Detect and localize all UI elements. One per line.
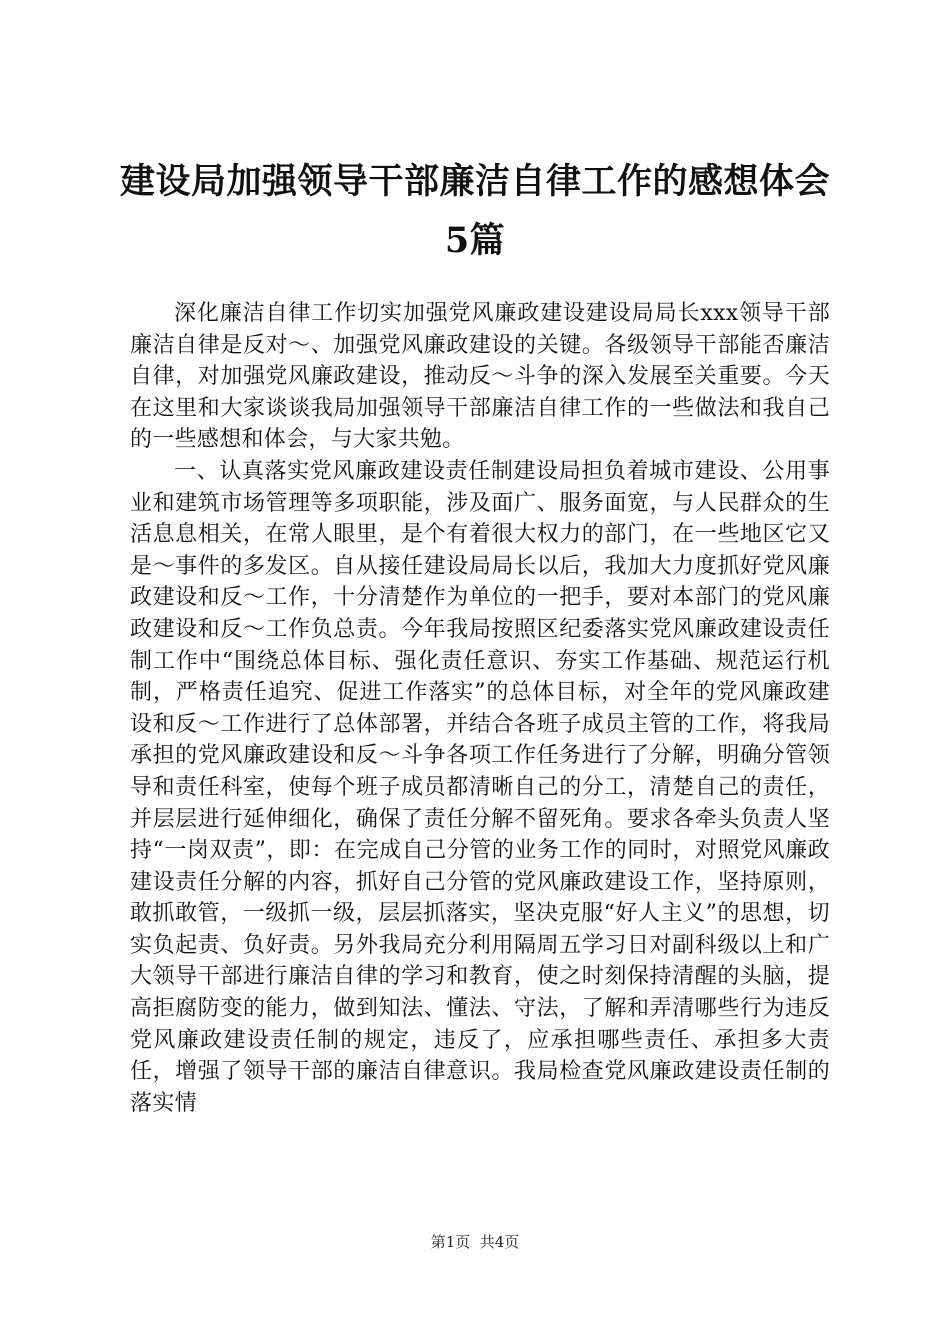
document-body bbox=[130, 298, 830, 1119]
document-title-line-1: 建设局加强领导干部廉洁自律工作的感想体会 bbox=[119, 161, 830, 202]
paragraph-intro: 深化廉洁自律工作切实加强党风廉政建设建设局局长xxx领导干部廉洁自律是反对～、加强党风廉政建设的关键。各级领导干部能否廉洁自律，对加强党风廉政建设，推动反～斗争的深入发展至关重要。今天在这里和大家谈谈我局加强领导干部廉洁自律工作的一些做法和我自己的一些感想和体会，与大家共勉。 bbox=[130, 301, 830, 453]
paragraph-section-1: 一、认真落实党风廉政建设责任制建设局担负着城市建设、公用事业和建筑市场管理等多项职能，涉及面广、服务面宽，与人民群众的生活息息相关，在常人眼里，是个有着很大权力的部门，在一些地区它又是～事件的多发区。自从接任建设局局长以后，我加大力度抓好党风廉政建设和反～工作，十分清楚作为单位的一把手，要对本部门的党风廉政建设和反～工作负总责。今年我局按照区纪委落实党风廉政建设责任制工作中“围绕总体目标、强化责任意识、夯实工作基础、规范运行机制，严格责任追究、促进工作落实”的总体目标，对全年的党风廉政建设和反～工作进行了总体部署，并结合各班子成员主管的工作，将我局承担的党风廉政建设和反～斗争各项工作任务进行了分解，明确分管领导和责任科室，使每个班子成员都清晰自己的分工，清楚自己的责任，并层层进行延伸细化，确保了责任分解不留死角。要求各牵头负责人坚持“一岗双责”，即：在完成自己分管的业务工作的同时，对照党风廉政建设责任分解的内容，抓好自己分管的党风廉政建设工作，坚持原则，敢抓敢管，一级抓一级，层层抓落实，坚决克服“好人主义”的思想，切实负起责、负好责。另外我局充分利用隔周五学习日对副科级以上和广大领导干部进行廉洁自律的学习和教育，使之时刻保持清醒的头脑，提高拒腐防变的能力，做到知法、懂法、守法，了解和弄清哪些行为违反党风廉政建设责任制的规定，违反了，应承担哪些责任、承担多大责任，增强了领导干部的廉洁自律意识。我局检查党风廉政建设责任制的落实情 bbox=[130, 458, 830, 1116]
page-number-footer: 第1页 共4页 bbox=[430, 1233, 520, 1251]
document-title-line-2: 5篇 bbox=[444, 220, 506, 261]
